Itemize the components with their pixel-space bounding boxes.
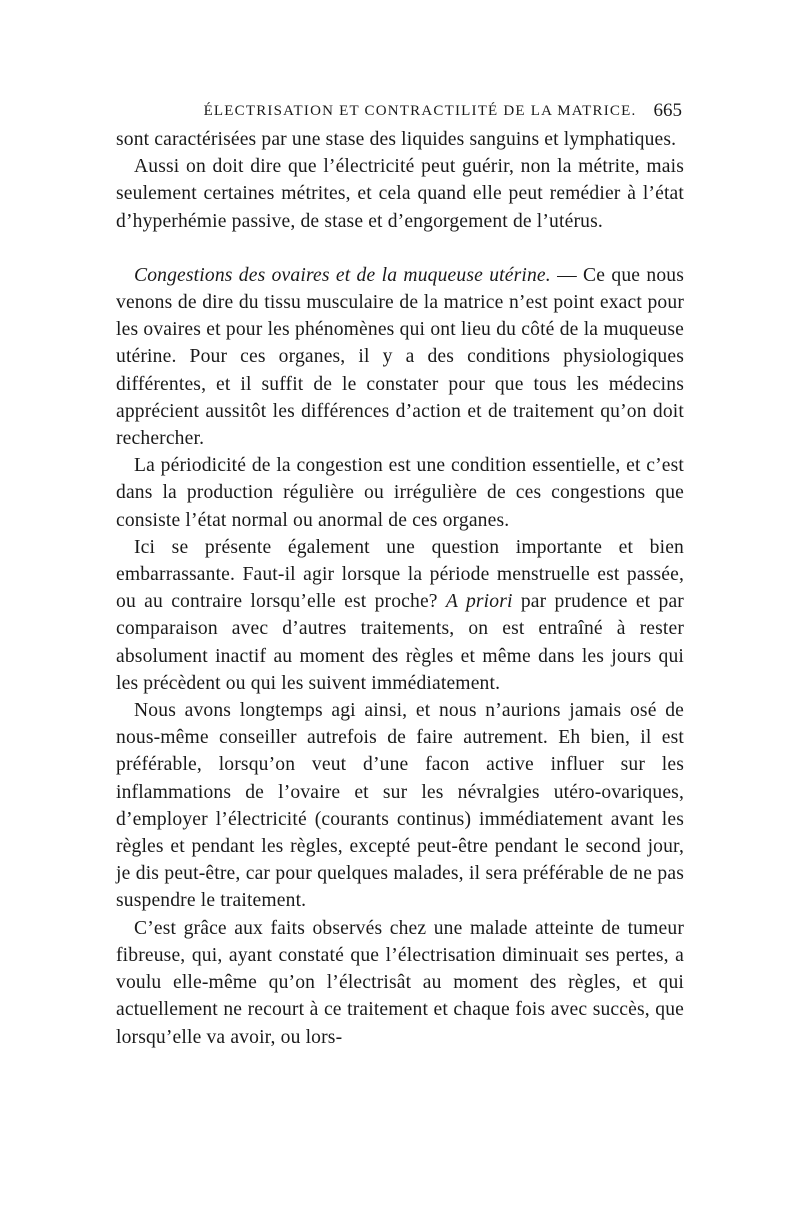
- book-page: [116, 96, 684, 1051]
- paragraph-5: [116, 534, 684, 697]
- running-title: ÉLECTRISATION ET CONTRACTILITÉ DE LA MATRICE.: [203, 103, 637, 119]
- running-head: [116, 96, 684, 126]
- paragraph-3-text: — Ce que nous venons de dire du tissu musculaire de la matrice n’est point exact pour les ovaires et pour les phénomènes qui ont lieu du côté de la muqueuse utérine. Pour ces organes, il y a des conditions physiologiques différentes, et il suffit de le constater pour que tous les médecins apprécient aussitôt les différences d’action et de traitement qu’on doit rechercher.: [116, 264, 684, 450]
- body-text: [116, 126, 684, 1051]
- paragraph-5-italic: A priori: [445, 591, 513, 613]
- paragraph-5-text-b: par prudence et par comparaison avec d’autres traitements, on est entraîné à rester absolument inactif au moment des règles et même dans les jours qui les précèdent ou qui les suivent immédiatement.: [116, 591, 684, 694]
- paragraph-4: La périodicité de la congestion est une condition essentielle, et c’est dans la production régulière ou irrégulière de ces congestions que consiste l’état normal ou anormal de ces organes.: [116, 455, 684, 531]
- section-heading: Congestions des ovaires et de la muqueuse utérine.: [134, 264, 551, 286]
- paragraph-5-text-a: Ici se présente également une question importante et bien embarrassante. Faut-il agir lorsque la période menstruelle est passée, ou au contraire lorsqu’elle est proche?: [116, 536, 684, 613]
- paragraph-6: Nous avons longtemps agi ainsi, et nous n’aurions jamais osé de nous-même conseiller autrefois de faire autrement. Eh bien, il est préférable, lorsqu’on veut d’une facon active influer sur les inflammations de l’ovaire et sur les névralgies utéro-ovariques, d’employer l’électricité (courants continus) immédiatement avant les règles et pendant les règles, excepté peut-être pendant le second jour, je dis peut-être, car pour quelques malades, il sera préférable de ne pas suspendre le traitement.: [116, 700, 684, 912]
- paragraph-2: Aussi on doit dire que l’électricité peut guérir, non la métrite, mais seulement certaines métrites, et cela quand elle peut remédier à l’état d’hyperhémie passive, de stase et d’engorgement de l’utérus.: [116, 156, 684, 232]
- page-number: 665: [653, 100, 682, 121]
- paragraph-7: C’est grâce aux faits observés chez une malade atteinte de tumeur fibreuse, qui, ayant constaté que l’électrisation diminuait ses pertes, a voulu elle-même qu’on l’électrisât au moment des règles, et qui actuellement ne recourt à ce traitement et chaque fois avec succès, que lorsqu’elle va avoir, ou lors-: [116, 917, 684, 1048]
- paragraph-1: sont caractérisées par une stase des liquides sanguins et lymphatiques.: [116, 129, 677, 150]
- paragraph-3: [116, 262, 684, 452]
